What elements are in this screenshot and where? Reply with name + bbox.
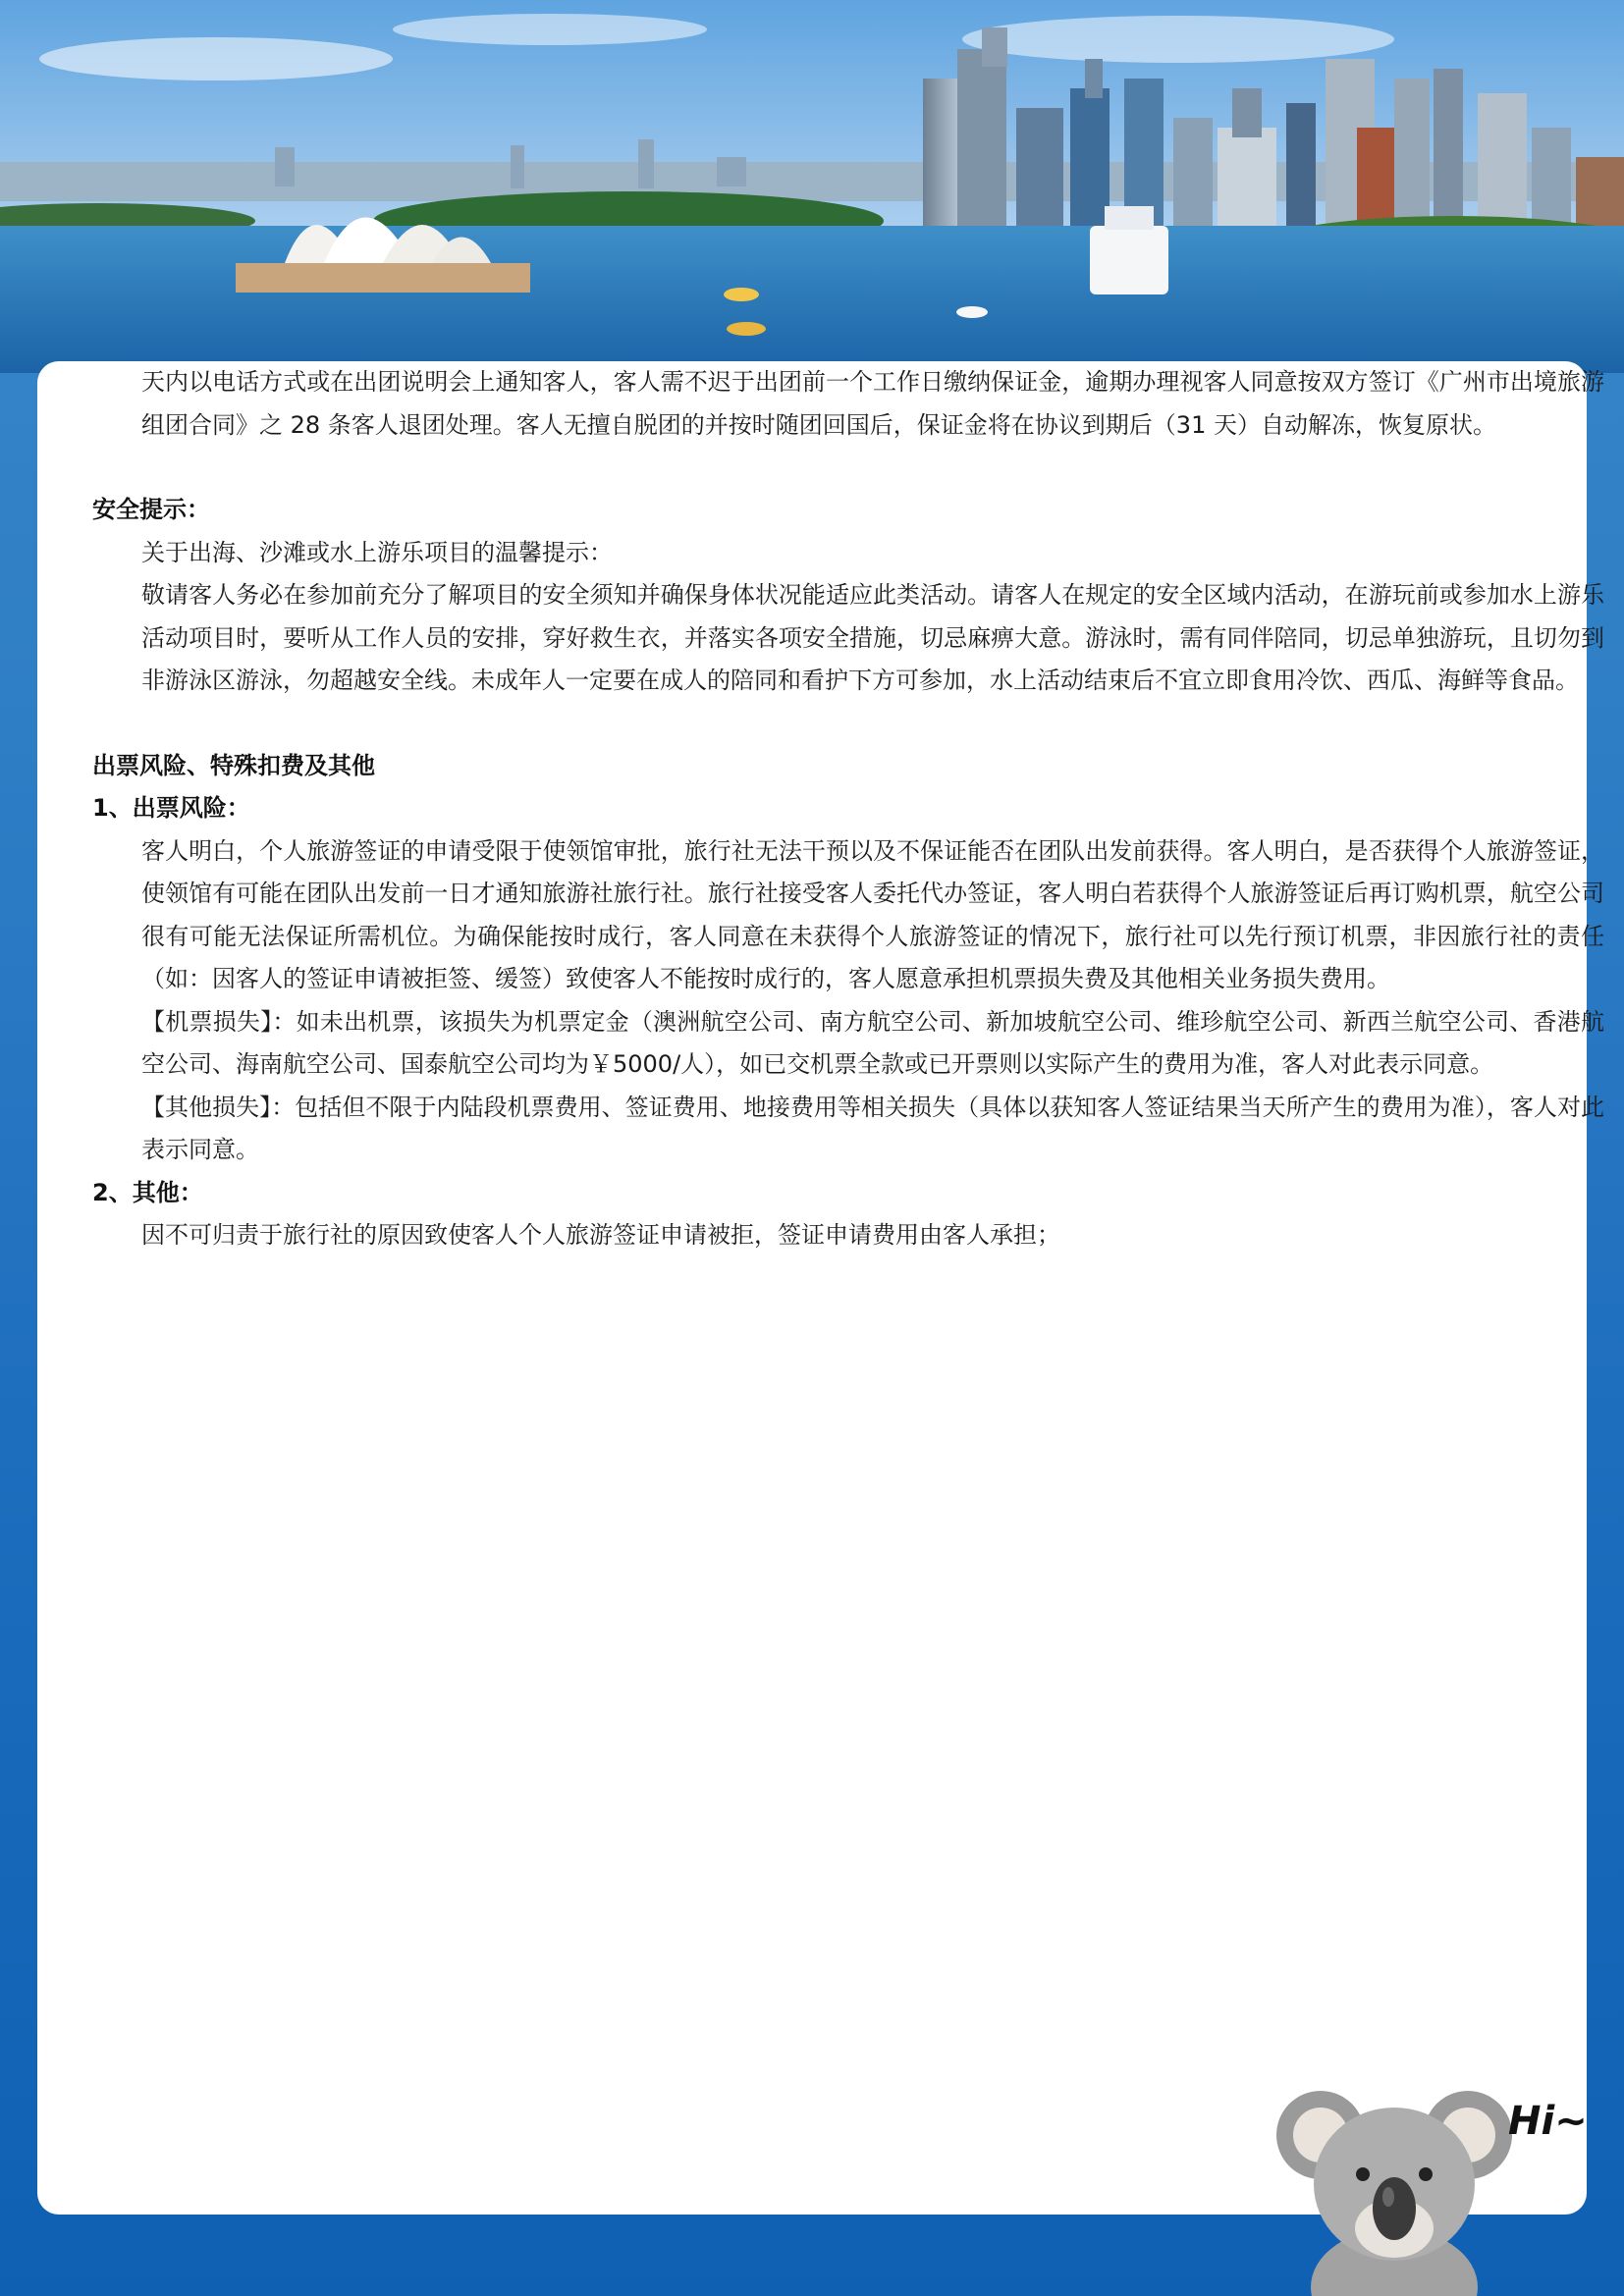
document-body [92,361,1604,1257]
sydney-harbour-image [0,0,1624,373]
safety-paragraph: 敬请客人务必在参加前充分了解项目的安全须知并确保身体状况能适应此类活动。请客人在规定的安全区域内活动，在游玩前或参加水上游乐活动项目时，要听从工作人员的安排，穿好救生衣，并落实各项安全措施，切忌麻痹大意。游泳时，需有同伴陪同，切忌单独游玩，且切勿到非游泳区游泳，勿超越安全线。未成年人一定要在成人的陪同和看护下方可参加，水上活动结束后不宜立即食用冷饮、西瓜、海鲜等食品。 [141,581,1604,694]
continuation-paragraph: 天内以电话方式或在出团说明会上通知客人，客人需不迟于出团前一个工作日缴纳保证金，逾期办理视客人同意按双方签订《广州市出境旅游组团合同》之 28 条客人退团处理。客人无擅自脱团的并按时随团回国后，保证金将在协议到期后（31 天）自动解冻，恢复原状。 [141,368,1604,439]
content-card [37,361,1604,2215]
safety-heading: 安全提示： [92,496,210,523]
ticket-loss-paragraph: 【机票损失】：如未出机票，该损失为机票定金（澳洲航空公司、南方航空公司、新加坡航空公司、维珍航空公司、新西兰航空公司、香港航空公司、海南航空公司、国泰航空公司均为￥5000/人），如已交机票全款或已开票则以实际产生的费用为准，客人对此表示同意。 [141,1007,1604,1078]
ticketing-heading: 出票风险、特殊扣费及其他 [92,751,375,779]
header-photo [0,0,1624,373]
koala-greeting: Hi~ [1508,2099,1588,2144]
other-subheading: 2、其他： [92,1178,203,1206]
other-loss-paragraph: 【其他损失】：包括但不限于内陆段机票费用、签证费用、地接费用等相关损失（具体以获知客人签证结果当天所产生的费用为准），客人对此表示同意。 [141,1093,1604,1163]
other-paragraph: 因不可归责于旅行社的原因致使客人个人旅游签证申请被拒，签证申请费用由客人承担； [141,1221,1060,1249]
safety-intro: 关于出海、沙滩或水上游乐项目的温馨提示： [141,538,613,566]
ticketing-risk-subheading: 1、出票风险： [92,794,250,822]
koala-mascot-icon [1267,2081,1522,2296]
ticketing-risk-paragraph: 客人明白，个人旅游签证的申请受限于使领馆审批，旅行社无法干预以及不保证能否在团队出发前获得。客人明白，是否获得个人旅游签证，使领馆有可能在团队出发前一日才通知旅游社旅行社。旅行社接受客人委托代办签证，客人明白若获得个人旅游签证后再订购机票，航空公司很有可能无法保证所需机位。为确保能按时成行，客人同意在未获得个人旅游签证的情况下，旅行社可以先行预订机票，非因旅行社的责任（如：因客人的签证申请被拒签、缓签）致使客人不能按时成行的，客人愿意承担机票损失费及其他相关业务损失费用。 [141,836,1604,992]
